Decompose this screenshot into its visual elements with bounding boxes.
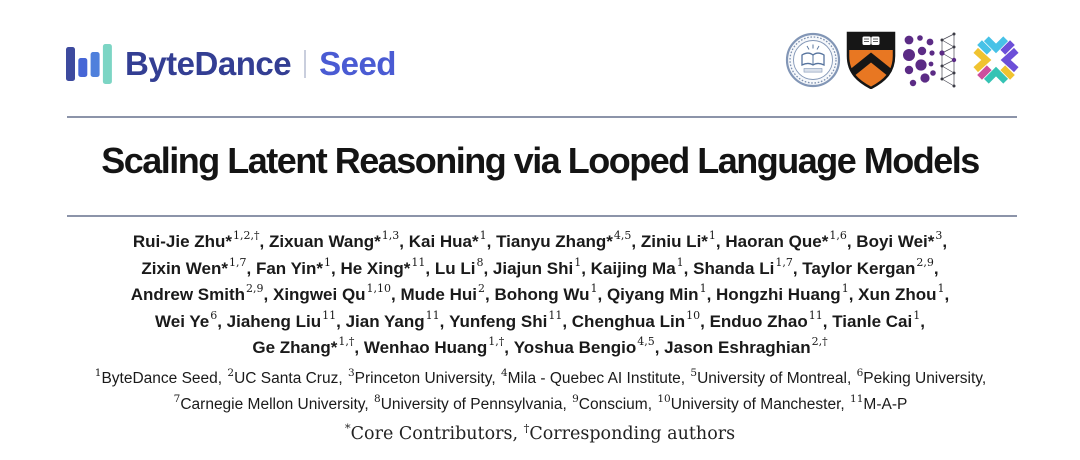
author-separator: , [486, 232, 497, 251]
author-separator: , [391, 285, 401, 304]
author-separator: , [354, 338, 364, 357]
author-separator: , [822, 311, 833, 331]
author-affiliation-superscript: 1 [574, 255, 582, 269]
author-name: Qiyang Min [606, 285, 699, 304]
author-affiliation-superscript: 2,9 [916, 255, 934, 269]
author-affiliation-superscript: 1 [937, 282, 945, 296]
author-separator: , [654, 338, 665, 357]
affiliation-name: University of Manchester, [670, 396, 850, 413]
author-name: Kaijing Ma [590, 258, 676, 278]
author-affiliation-superscript: 1 [699, 282, 707, 296]
affiliation-name: Conscium, [578, 396, 657, 413]
title-rule-top [67, 116, 1017, 118]
author-name: Wei Ye [155, 311, 210, 331]
bytedance-seed-logo [66, 44, 396, 84]
author-affiliation-superscript: 1,7 [228, 255, 247, 269]
affiliation-name: Mila - Quebec AI Institute, [507, 370, 690, 387]
author-affiliation-superscript: 1 [324, 255, 332, 269]
author-separator: , [683, 258, 694, 278]
author-separator: , [399, 232, 409, 251]
author-name: Tianyu Zhang* [496, 232, 613, 251]
author-separator: , [700, 311, 710, 331]
author-line [40, 282, 1040, 309]
bytedance-logo-icon [66, 44, 112, 84]
author-line [40, 256, 1040, 283]
author-affiliation-superscript: 10 [686, 308, 701, 322]
author-name: Ge Zhang* [252, 338, 338, 357]
author-separator: , [331, 258, 341, 278]
author-affiliation-superscript: 11 [548, 308, 563, 322]
author-separator: , [439, 311, 450, 331]
footnote-mark: † [523, 421, 530, 436]
affiliation-superscript: 8 [374, 392, 381, 405]
affiliation-superscript: 2 [227, 366, 235, 379]
author-separator: , [846, 232, 857, 251]
author-affiliation-superscript: 11 [411, 255, 426, 269]
author-name: Tianle Cai [832, 311, 913, 331]
author-separator: , [715, 232, 726, 251]
author-name: Jiajun Shi [492, 258, 574, 278]
author-name: Xingwei Qu [272, 285, 366, 304]
author-affiliation-superscript: 1,10 [366, 282, 392, 296]
author-separator: , [597, 285, 607, 304]
author-affiliation-superscript: 1,6 [829, 229, 847, 243]
author-affiliation-superscript: 2,9 [246, 282, 264, 296]
author-name: Wenhao Huang [363, 338, 488, 357]
affiliation-superscript: 4 [500, 366, 508, 379]
author-separator: , [944, 285, 950, 304]
author-name: He Xing* [340, 258, 411, 278]
author-affiliation-superscript: 1 [913, 308, 921, 322]
author-affiliation-superscript: 4,5 [613, 229, 632, 243]
affiliation-superscript: 5 [690, 366, 698, 379]
title-rule-bottom [67, 215, 1017, 217]
author-affiliation-superscript: 1,3 [381, 229, 400, 243]
author-name: Yoshua Bengio [513, 338, 637, 357]
author-affiliation-superscript: 1 [708, 229, 716, 243]
author-separator: , [263, 285, 273, 304]
affiliation-superscript: 9 [572, 392, 579, 405]
author-name: Shanda Li [693, 258, 775, 278]
affiliation-name: M-A-P [863, 396, 908, 413]
author-separator: , [581, 258, 591, 278]
author-affiliation-superscript: 1 [479, 229, 487, 243]
author-name: Mude Hui [400, 285, 477, 304]
author-name: Boyi Wei* [856, 232, 935, 251]
affiliation-superscript: 11 [850, 392, 864, 405]
author-separator: , [920, 311, 925, 331]
paper-title: Scaling Latent Reasoning via Looped Language Models [101, 140, 979, 181]
affiliation-name: Peking University, [863, 370, 987, 387]
author-separator: , [217, 311, 227, 331]
author-separator: , [485, 285, 495, 304]
author-affiliation-superscript: 1 [590, 282, 598, 296]
author-affiliation-superscript: 1 [676, 255, 684, 269]
affiliation-name: ByteDance Seed, [101, 370, 227, 387]
affiliation-superscript: 7 [173, 392, 181, 405]
author-affiliation-superscript: 1,7 [775, 255, 793, 269]
author-affiliation-superscript: 1,† [338, 335, 355, 349]
affiliation-name: University of Montreal, [697, 370, 856, 387]
author-separator: , [792, 258, 803, 278]
author-separator: , [504, 338, 514, 357]
affiliation-name: University of Pennsylvania, [380, 396, 572, 413]
princeton-shield-icon [846, 31, 896, 89]
author-name: Zixin Wen* [141, 258, 228, 278]
author-separator: , [483, 258, 493, 278]
author-affiliation-superscript: 8 [476, 255, 484, 269]
author-name: Bohong Wu [494, 285, 590, 304]
author-name: Jason Eshraghian [664, 338, 811, 357]
author-separator: , [848, 285, 859, 304]
author-affiliation-superscript: 1 [841, 282, 849, 296]
author-separator: , [706, 285, 717, 304]
author-line [40, 335, 1040, 362]
author-affiliation-superscript: 1,2,† [233, 229, 260, 243]
author-name: Zixuan Wang* [269, 232, 381, 251]
author-name: Jian Yang [345, 311, 425, 331]
author-separator: , [259, 232, 269, 251]
author-name: Rui-Jie Zhu* [132, 232, 233, 251]
author-name: Jiaheng Liu [226, 311, 322, 331]
author-name: Enduo Zhao [709, 311, 808, 331]
footnote-mark: * [344, 421, 351, 436]
author-separator: , [933, 258, 939, 278]
author-line [40, 309, 1040, 336]
affiliation-superscript: 6 [856, 366, 864, 379]
brand-divider [304, 50, 306, 78]
author-name: Chenghua Lin [571, 311, 686, 331]
contributors-footnote [0, 421, 1080, 444]
author-affiliation-superscript: 11 [808, 308, 823, 322]
author-name: Xun Zhou [858, 285, 937, 304]
author-name: Ziniu Li* [640, 232, 708, 251]
affiliation-superscript: 3 [347, 366, 355, 379]
author-name: Haoran Que* [725, 232, 829, 251]
author-name: Kai Hua* [408, 232, 479, 251]
author-name: Andrew Smith [130, 285, 246, 304]
author-line [40, 229, 1040, 256]
footnote-text: Core Contributors, [350, 424, 524, 444]
author-affiliation-superscript: 6 [210, 308, 218, 322]
mila-logo-icon [901, 31, 963, 89]
partner-logos [785, 31, 1024, 89]
author-affiliation-superscript: 2,† [811, 335, 828, 349]
author-separator: , [425, 258, 435, 278]
author-name: Taylor Kergan [802, 258, 916, 278]
author-separator: , [631, 232, 641, 251]
author-list [40, 229, 1040, 362]
author-separator: , [336, 311, 346, 331]
affiliation-name: Carnegie Mellon University, [180, 396, 374, 413]
author-affiliation-superscript: 2 [478, 282, 485, 296]
author-separator: , [246, 258, 256, 278]
map-star-logo-icon [968, 31, 1024, 89]
author-affiliation-superscript: 3 [935, 229, 943, 243]
uc-seal-logo-icon [785, 32, 841, 88]
author-name: Hongzhi Huang [716, 285, 841, 304]
affiliation-name: UC Santa Cruz, [234, 370, 347, 387]
footnote-text: Corresponding authors [529, 424, 736, 444]
affiliations [58, 366, 1022, 418]
affiliation-superscript: 1 [94, 366, 102, 379]
brand-name: ByteDance [125, 45, 292, 82]
affiliation-name: Princeton University, [354, 370, 500, 387]
brand-product-name: Seed [319, 45, 396, 82]
author-separator: , [562, 311, 572, 331]
author-name: Fan Yin* [255, 258, 324, 278]
author-name: Yunfeng Shi [449, 311, 548, 331]
author-separator: , [942, 232, 948, 251]
affiliation-superscript: 10 [657, 392, 671, 405]
author-name: Lu Li [434, 258, 476, 278]
author-affiliation-superscript: 1,† [488, 335, 505, 349]
author-affiliation-superscript: 11 [425, 308, 440, 322]
author-affiliation-superscript: 11 [322, 308, 337, 322]
author-affiliation-superscript: 4,5 [637, 335, 655, 349]
